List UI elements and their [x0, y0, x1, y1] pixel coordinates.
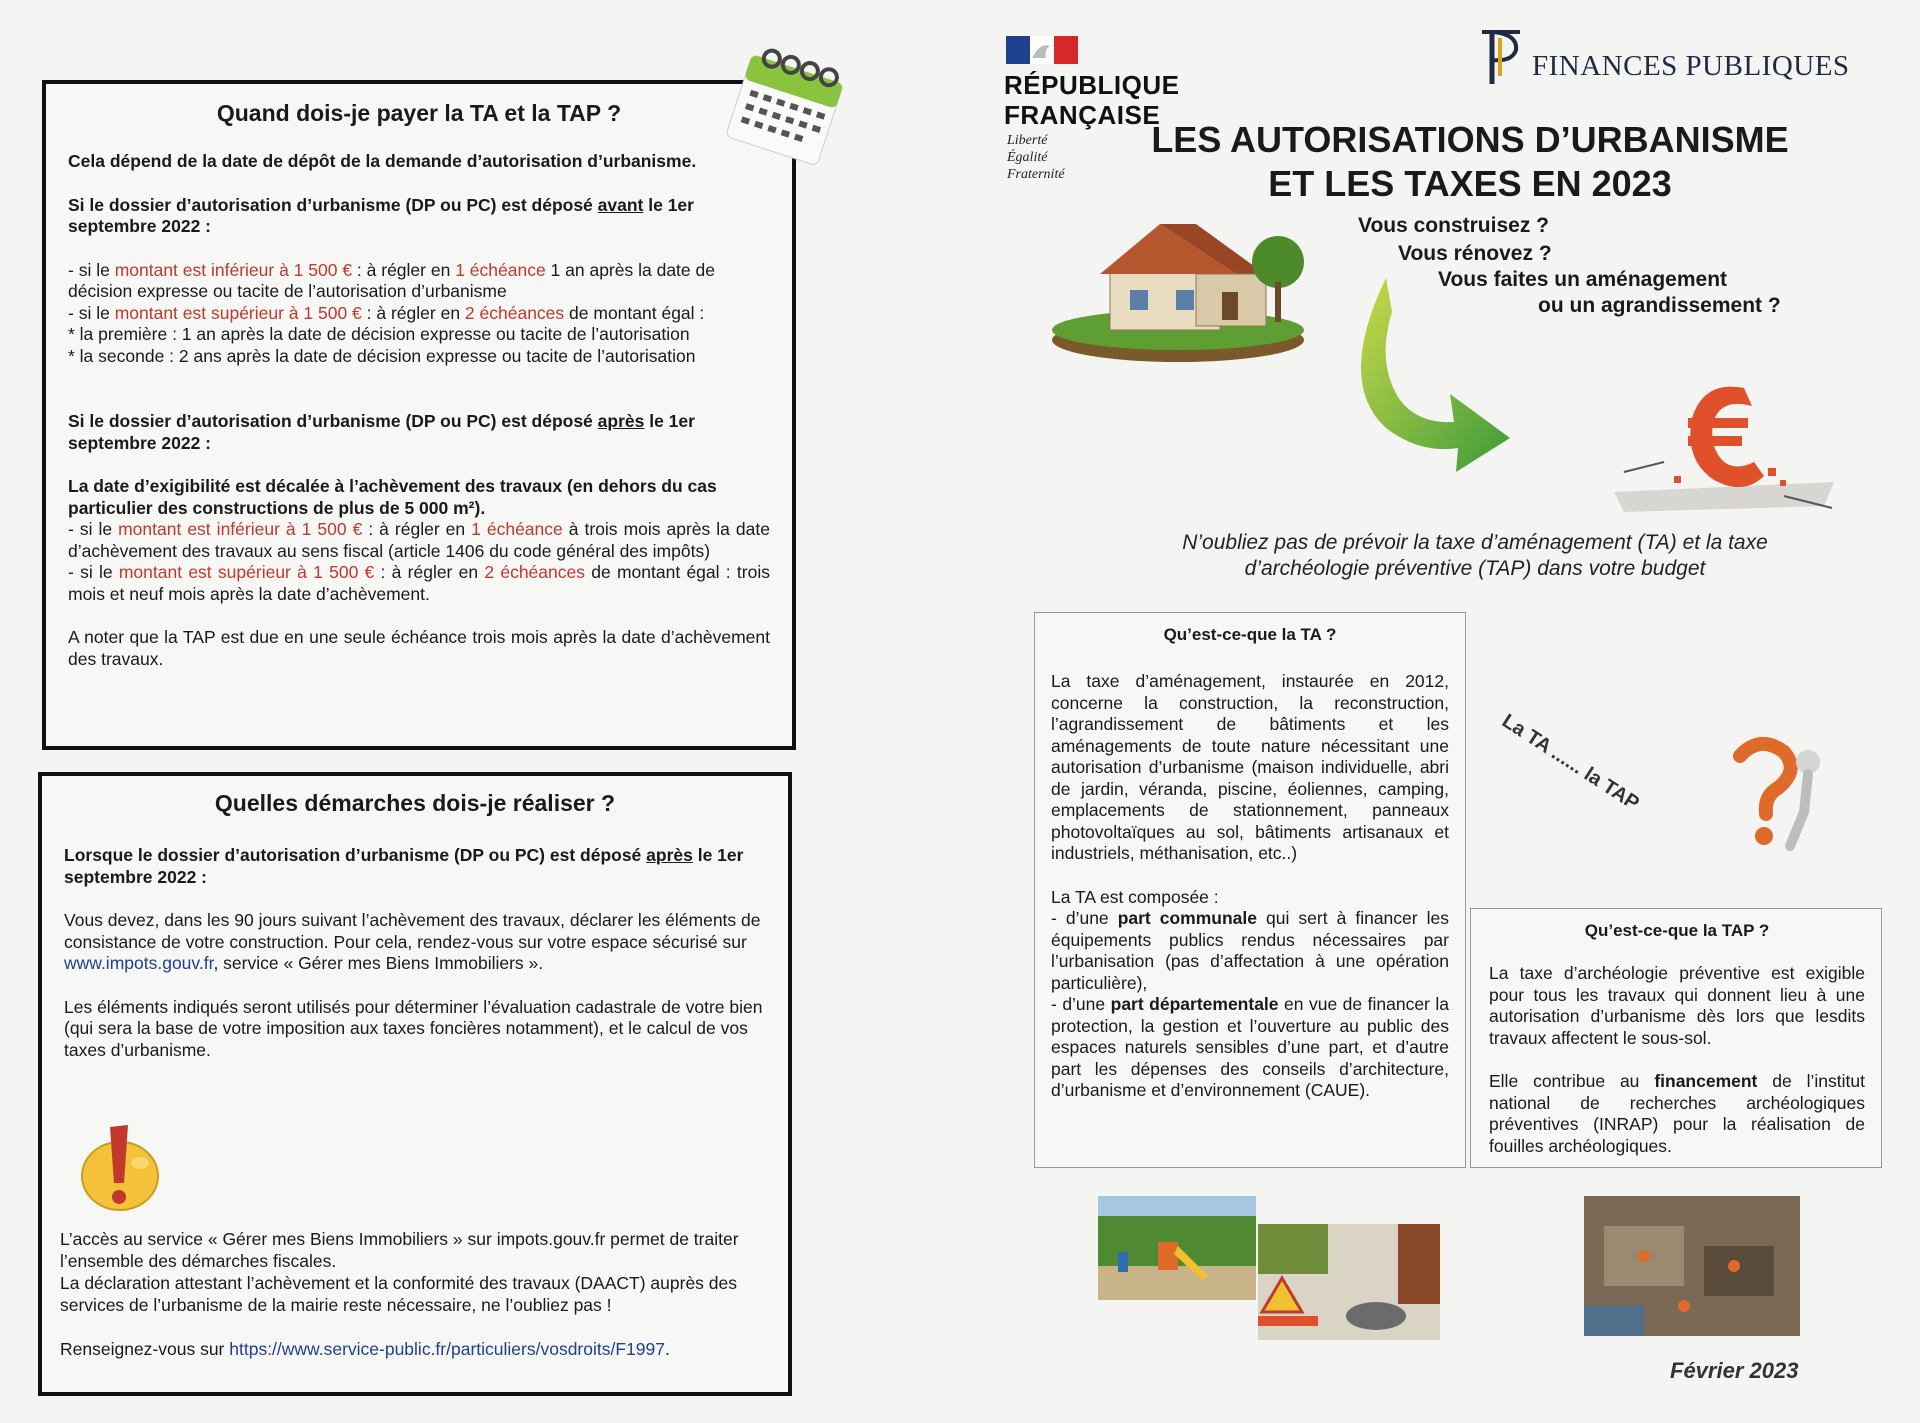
construction-site-photo	[1258, 1224, 1440, 1340]
avant-heading: Si le dossier d’autorisation d’urbanisme (DP ou PC) est déposé avant le 1er septembre 2022 :	[68, 194, 694, 236]
archaeological-excavation-photo	[1584, 1196, 1800, 1336]
question-agrandissement: ou un agrandissement ?	[1538, 294, 1781, 317]
ta-tap-diagonal-label: La TA ...... la TAP	[1498, 710, 1643, 815]
green-arrow-icon	[1330, 272, 1516, 492]
republic-motto: Liberté Égalité Fraternité	[1007, 133, 1065, 182]
apres-rule-2: - si le montant est supérieur à 1 500 € : à régler en 2 échéances de montant égal : trois mois et neuf mois après la date d’achèvement.	[68, 562, 770, 604]
exigibility-note: La date d’exigibilité est décalée à l’achèvement des travaux (en dehors du cas particulier des constructions de plus de 5 000 m²).	[68, 476, 717, 518]
question-amenagement: Vous faites un aménagement	[1438, 268, 1728, 291]
ta-definition-box	[1034, 612, 1466, 1168]
question-mark-figure-illustration	[1700, 736, 1830, 860]
marianne-flag-logo	[1006, 36, 1078, 64]
payment-box-title: Quand dois-je payer la TA et la TAP ?	[216, 100, 622, 126]
procedures-p3: L’accès au service « Gérer mes Biens Immobiliers » sur impots.gouv.fr permet de traiter l’ensemble des démarches fiscales.	[60, 1229, 739, 1271]
house-construction-illustration	[1046, 212, 1316, 368]
impots-link[interactable]: www.impots.gouv.fr	[64, 953, 214, 973]
procedures-p5: Renseignez-vous sur https://www.service-public.fr/particuliers/vosdroits/F1997.	[60, 1339, 670, 1359]
ta-box-title: Qu’est-ce-que la TA ?	[1163, 625, 1337, 644]
ta-part-departementale: - d’une part départementale en vue de financer la protection, la gestion et l’ouverture au public des espaces naturels sensibles d’une part, et d’autre part les dépenses des conseils d’architecture, d’urbanisme et d’environnement (CAUE).	[1051, 994, 1449, 1100]
payment-intro: Cela dépend de la date de dépôt de la demande d’autorisation d’urbanisme.	[68, 151, 697, 171]
question-construisez: Vous construisez ?	[1358, 214, 1549, 237]
ta-part-communale: - d’une part communale qui sert à financer les équipements publics rendus nécessaires par l’urbanisation (pas d’affectation à une opération particulière),	[1051, 908, 1449, 993]
tap-description: La taxe d’archéologie préventive est exigible pour tous les travaux qui donnent lieu à une autorisation d’urbanisme dès lors que lesdits travaux affectent le sous-sol.	[1489, 963, 1865, 1048]
procedures-p4: La déclaration attestant l’achèvement et la conformité des travaux (DAACT) auprès des services de l’urbanisme de la mairie reste nécessaire, ne l’oubliez pas !	[60, 1273, 738, 1315]
procedures-box	[38, 772, 792, 1396]
finances-publiques-logo: FINANCES PUBLIQUES	[1532, 50, 1850, 82]
avant-rule-1: - si le montant est inférieur à 1 500 € : à régler en 1 échéance 1 an après la date de décision expresse ou tacite de l’autorisation d’urbanisme	[68, 259, 715, 301]
avant-rule-2: - si le montant est supérieur à 1 500 € : à régler en 2 échéances de montant égal :	[68, 302, 705, 323]
procedures-p1: Vous devez, dans les 90 jours suivant l’achèvement des travaux, déclarer les éléments de consistance de votre construction. Pour cela, rendez-vous sur votre espace sécurisé sur www.impots.gouv.fr, service « Gérer mes Biens Immobiliers ».	[64, 910, 761, 973]
main-title: LES AUTORISATIONS D’URBANISME ET LES TAXES EN 2023	[1151, 119, 1789, 204]
ta-composition-intro: La TA est composée :	[1051, 886, 1219, 907]
republique-francaise-logo: RÉPUBLIQUE FRANÇAISE	[1004, 70, 1180, 130]
tap-definition-box	[1470, 908, 1882, 1168]
ta-description: La taxe d’aménagement, instaurée en 2012, concerne la construction, la reconstruction, l’agrandissement de bâtiments et les aménagements de toute nature nécessitant une autorisation d’urbanisme (maison individuelle, abri de jardin, véranda, piscine, éoliennes, camping, emplacements de stationnement, panneaux photovoltaïques au sol, bâtiments artisanaux et industriels, méthanisation, etc..)	[1051, 671, 1449, 863]
procedures-p2: Les éléments indiqués seront utilisés pour déterminer l’évaluation cadastrale de votre bien (qui sera la base de votre imposition aux taxes foncières notamment), et le calcul de vos taxes d’urbanisme.	[64, 996, 763, 1060]
tap-financing: Elle contribue au financement de l’institut national de recherches archéologiques préventives (INRAP) pour la réalisation de fouilles archéologiques.	[1489, 1071, 1865, 1156]
service-public-link[interactable]: https://www.service-public.fr/particuliers/vosdroits/F1997	[229, 1339, 665, 1359]
procedures-box-title: Quelles démarches dois-je réaliser ?	[214, 790, 616, 816]
playground-photo	[1098, 1196, 1256, 1300]
avant-rule-3: * la première : 1 an après la date de décision expresse ou tacite de l’autorisation	[68, 324, 690, 344]
apres-heading: Si le dossier d’autorisation d’urbanisme (DP ou PC) est déposé après le 1er septembre 2022 :	[68, 411, 695, 453]
avant-rule-4: * la seconde : 2 ans après la date de décision expresse ou tacite de l’autorisation	[68, 345, 696, 366]
apres-rule-1: - si le montant est inférieur à 1 500 € : à régler en 1 échéance à trois mois après la date d’achèvement des travaux au sens fiscal (article 1406 du code général des impôts)	[68, 519, 770, 561]
crumbling-euro-illustration	[1604, 372, 1844, 520]
payment-schedule-box	[42, 80, 796, 750]
procedures-lead: Lorsque le dossier d’autorisation d’urbanisme (DP ou PC) est déposé après le 1er septembre 2022 :	[64, 845, 744, 887]
warning-exclamation-icon	[78, 1121, 168, 1221]
publication-date: Février 2023	[1670, 1358, 1799, 1383]
question-renovez: Vous rénovez ?	[1398, 242, 1552, 265]
tap-box-title: Qu’est-ce-que la TAP ?	[1584, 921, 1770, 940]
tap-note: A noter que la TAP est due en une seule échéance trois mois après la date d’achèvement des travaux.	[68, 627, 770, 669]
tax-reminder: N’oubliez pas de prévoir la taxe d’aménagement (TA) et la taxe d’archéologie préventive (TAP) dans votre budget	[1182, 531, 1768, 580]
finances-publiques-logo-icon	[1476, 26, 1526, 88]
